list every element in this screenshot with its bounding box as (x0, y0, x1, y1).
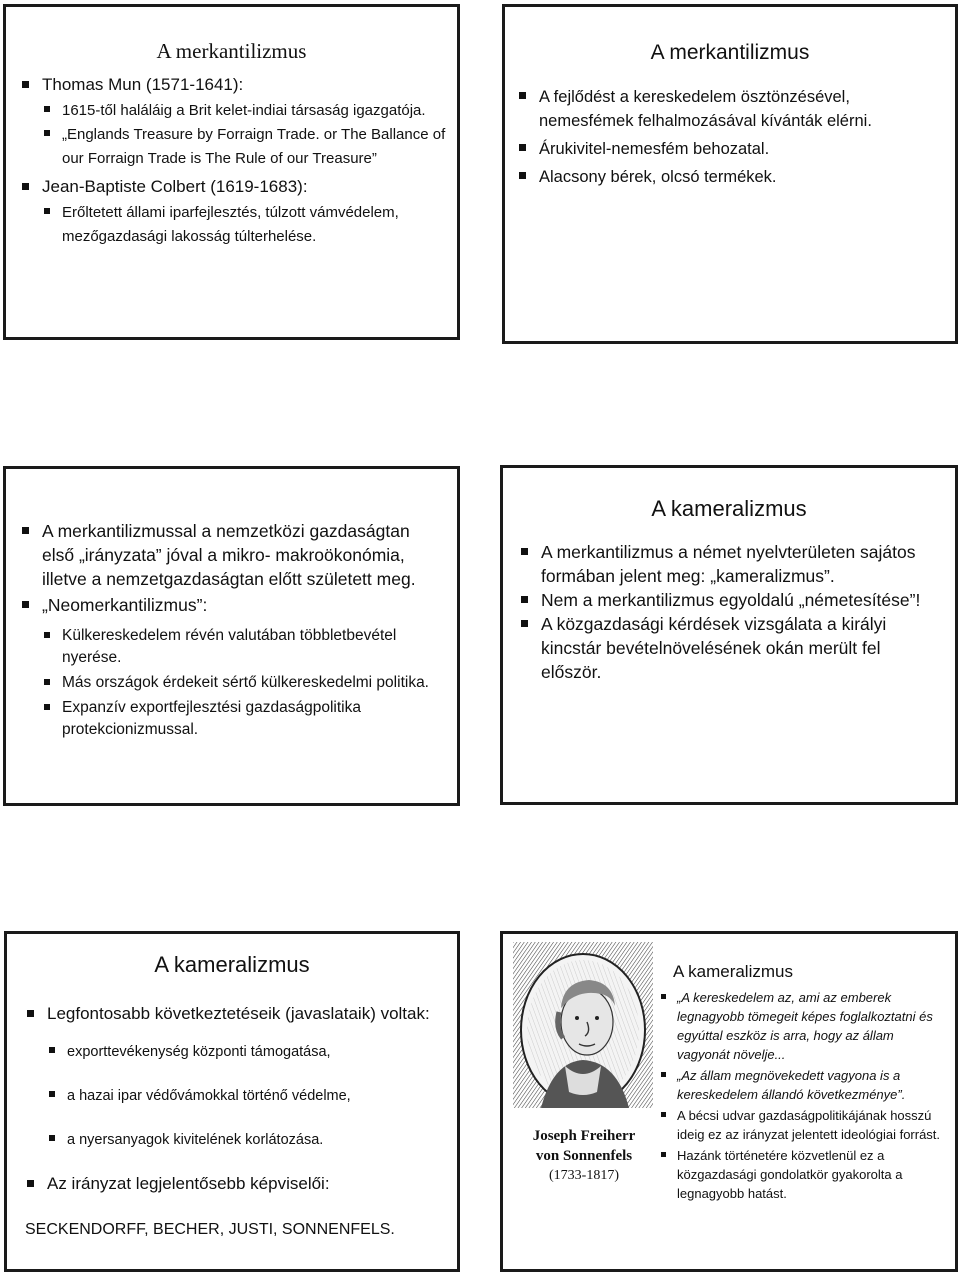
slide-content (517, 85, 939, 193)
bullet-colbert (20, 175, 447, 249)
sonnenfels-portrait (513, 942, 653, 1108)
caption-name-1: Joseph Freiherr (532, 1128, 636, 1144)
sub-bullet: a hazai ipar védővámokkal történő védelme, (47, 1084, 447, 1108)
slide-neomerkantilizmus (3, 466, 460, 806)
sub-bullet: exporttevékenység központi támogatása, (47, 1040, 447, 1064)
bullet-conclusions (25, 1002, 447, 1152)
sub-bullet: a nyersanyagok kivitelének korlátozása. (47, 1128, 447, 1152)
bullet: Nem a merkantilizmus egyoldalú „németesítése”! (519, 588, 941, 612)
bullet-mun (20, 73, 447, 171)
slide-content (657, 988, 947, 1205)
bullet-text: „Neomerkantilizmus”: (42, 595, 208, 615)
slide-title: A merkantilizmus (650, 41, 810, 64)
bullet: Alacsony bérek, olcsó termékek. (517, 165, 939, 189)
bullet: Hazánk történetére közvetlenül ez a közgazdasági gondolatkör gyakorolta a legnagyobb hatást. (657, 1146, 947, 1203)
representatives: SECKENDORFF, BECHER, JUSTI, SONNENFELS. (25, 1221, 395, 1238)
slide-title: A kameralizmus (651, 496, 807, 521)
quote-text: „Az állam megnövekedett vagyona is a kereskedelem állandó következménye”. (677, 1068, 906, 1102)
bullet: A bécsi udvar gazdaságpolitikájának hosszú ideig ez az irányzat jelentett ideológiai forrást. (657, 1106, 947, 1144)
sub-bullet: Külkereskedelem révén valutában többletbevétel nyerése. (42, 625, 443, 669)
portrait-engraving-icon (513, 942, 653, 1108)
bullet: A merkantilizmussal a nemzetközi gazdaságtan első „irányzata” jóval a mikro- makroökonómia, illetve a nemzetgazdaságtan előtt született meg. (20, 519, 443, 591)
bullet: A fejlődést a kereskedelem ösztönzésével, nemesfémek felhalmozásával kívánták elérni. (517, 85, 939, 133)
sub-bullet: 1615-től haláláig a Brit kelet-indiai társaság igazgatója. (42, 99, 447, 123)
slide-merkantilizmus-1 (3, 4, 460, 340)
bullet: Árukivitel-nemesfém behozatal. (517, 137, 939, 161)
caption-dates: (1733-1817) (549, 1168, 619, 1183)
slide-title: A kameralizmus (154, 952, 310, 977)
quote-bullet (657, 988, 947, 1064)
slide-title: A kameralizmus (673, 962, 793, 981)
slide-content (20, 519, 443, 745)
slide-content (25, 1002, 447, 1242)
bullet-neomerkantilizmus (20, 593, 443, 741)
slide-title: A merkantilizmus (156, 39, 307, 63)
sub-bullet: Expanzív exportfejlesztési gazdaságpolitika protekcionizmussal. (42, 697, 443, 741)
slide-kameralizmus-1 (500, 465, 958, 805)
bullet-text: Jean-Baptiste Colbert (1619-1683): (42, 177, 308, 196)
slide-sonnenfels (500, 931, 958, 1272)
bullet-text: Thomas Mun (1571-1641): (42, 75, 244, 94)
bullet: A közgazdasági kérdések vizsgálata a királyi kincstár bevételnövelésének okán merült fel először. (519, 612, 941, 684)
quote-bullet (657, 1066, 947, 1104)
sub-bullet: „Englands Treasure by Forraign Trade. or The Ballance of our Forraign Trade is The Rule of our Treasure” (42, 123, 447, 171)
portrait-caption (509, 1126, 659, 1186)
bullet: A merkantilizmus a német nyelvterületen sajátos formában jelent meg: „kameralizmus”. (519, 540, 941, 588)
slide-content (20, 73, 447, 253)
slide-kameralizmus-2 (4, 931, 460, 1272)
quote-text: „A kereskedelem az, ami az emberek legnagyobb tömegeit képes foglalkoztatni és egyúttal eszköz is arra, hogy az állam vagyonát növelje... (677, 990, 933, 1062)
sub-bullet: Erőltetett állami iparfejlesztés, túlzott vámvédelem, mezőgazdasági lakosság túlterhelése. (42, 201, 447, 249)
caption-name-2: von Sonnenfels (535, 1148, 633, 1164)
bullet-text: Legfontosabb következtetéseik (javaslataik) voltak: (47, 1004, 430, 1023)
slide-content (519, 540, 941, 684)
sub-bullet: Más országok érdekeit sértő külkereskedelmi politika. (42, 672, 443, 694)
bullet: Az irányzat legjelentősebb képviselői: (25, 1172, 447, 1196)
slide-merkantilizmus-2 (502, 4, 958, 344)
